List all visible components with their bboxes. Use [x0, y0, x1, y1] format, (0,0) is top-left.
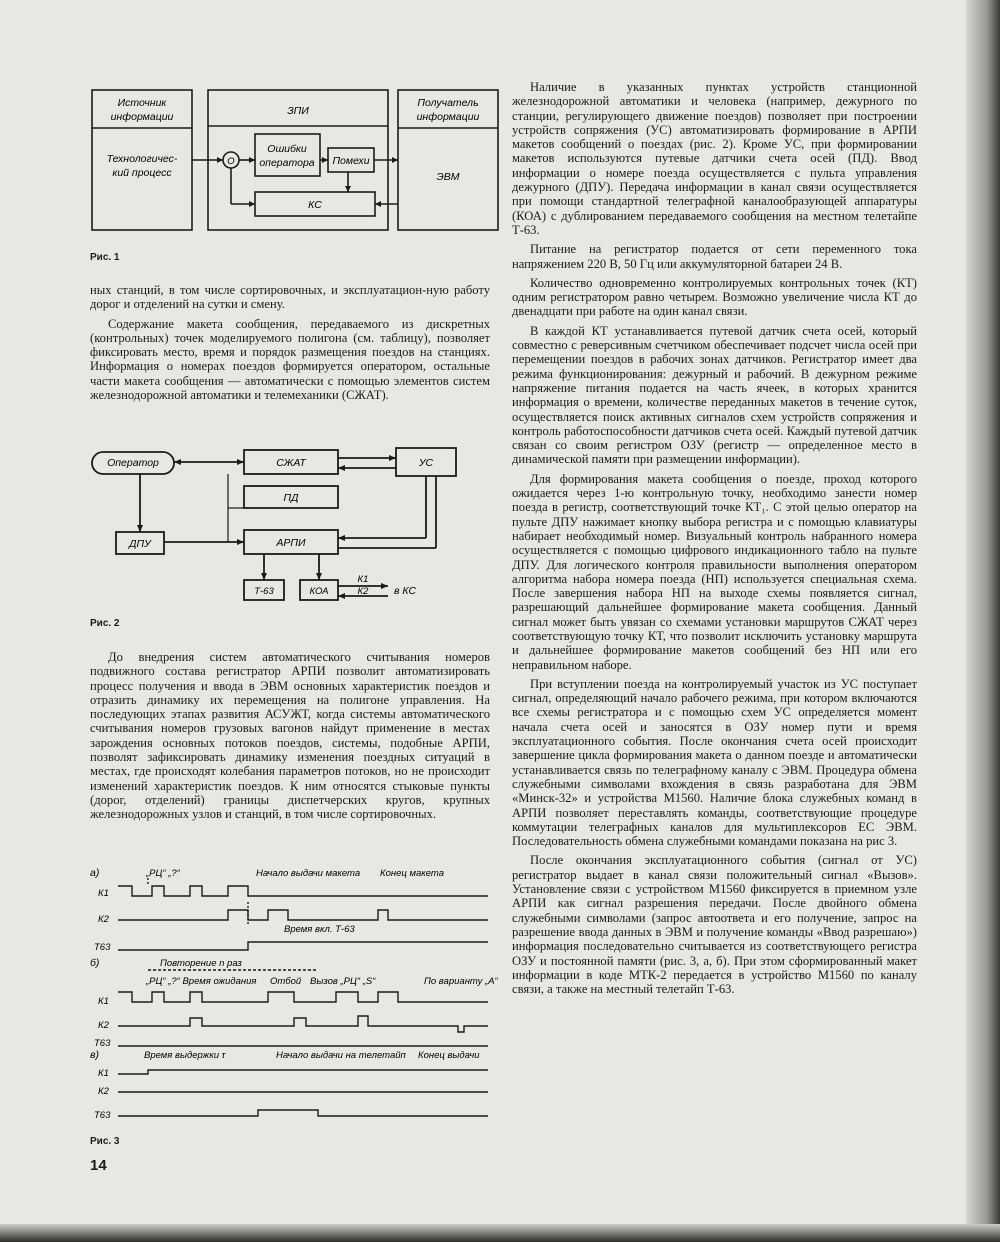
- fig3-b-label: б): [90, 957, 100, 969]
- fig1-evm-label: ЭВМ: [436, 171, 460, 183]
- fig2-dpu: ДПУ: [129, 538, 151, 550]
- left-column-top-text: [90, 283, 490, 407]
- paragraph: Количество одновременно контролируемых контрольных точек (КТ) одним регистратором равно четырем. Возможно увеличение числа КТ до двенадцати при работе на один канал связи.: [512, 275, 917, 319]
- fig3-b-top: „РЦ“ „?“ Время ожидания: [146, 976, 257, 987]
- fig3-b-k1: К1: [98, 996, 109, 1007]
- fig3-a-start: Начало выдачи макета: [256, 868, 361, 879]
- fig1-source-title-line2: информации: [110, 111, 174, 123]
- fig2-k2: К2: [357, 586, 369, 597]
- fig3-b-t63: Т63: [94, 1038, 111, 1049]
- fig3-b-call: Вызов „РЦ“ „S“: [310, 976, 376, 987]
- fig3-v-start: Начало выдачи на телетайп: [276, 1050, 406, 1061]
- fig2-t63: Т-63: [254, 586, 274, 597]
- fig2-operator: Оператор: [107, 457, 159, 469]
- fig2-pd: ПД: [283, 492, 299, 504]
- right-column-text: [512, 80, 917, 1001]
- paragraph: До внедрения систем автоматического считывания номеров подвижного состава регистратор АРПИ позволит автоматизировать процесс получения и ввода в ЭВМ основных характеристик поездов и отразить динамику их перемещения на полигоне управления. На последующих этапах развития АСУЖТ, когда системы автоматического считывания номеров грузовых вагонов найдут применение в местах зарождения основных потоков поездов, системы, подобные АРПИ, позволят зафиксировать динамику изменения поездных ситуаций в местах, где происходят колебания параметров потоков, но не происходит изменений характеристик поездов. К ним относятся стыковые пункты (дорог, отделений) границы диспетчерских кругов, крупных железнодорожных узлов и станций, в том числе сортировочных.: [90, 650, 490, 822]
- fig1-errors-line1: Ошибки: [267, 143, 307, 155]
- fig1-source-title-line1: Источник: [117, 97, 167, 109]
- fig3-a-t63: Т63: [94, 942, 111, 953]
- fig3-v-end: Конец выдачи: [418, 1050, 480, 1061]
- fig3-v-label: в): [90, 1049, 99, 1061]
- fig2-us: УС: [418, 457, 434, 469]
- fig1-receiver-line2: информации: [416, 111, 480, 123]
- figure-1-diagram: [88, 86, 500, 246]
- fig1-receiver-line1: Получатель: [417, 97, 479, 109]
- fig3-b-variant: По варианту „А“: [424, 976, 498, 987]
- page-binding-edge: [966, 0, 1000, 1242]
- fig1-node-o: О: [227, 156, 235, 167]
- fig3-b-refuse: Отбой: [270, 976, 302, 987]
- fig3-a-label: а): [90, 867, 100, 879]
- paragraph: ных станций, в том числе сортировочных, и эксплуатацион-ную работу дорог и отделений на сутки и смену.: [90, 283, 490, 312]
- fig2-k1: К1: [357, 574, 369, 585]
- fig3-a-wait: Время вкл. Т-63: [284, 924, 355, 935]
- fig2-arpi: АРПИ: [276, 537, 306, 549]
- fig1-errors-line2: оператора: [259, 157, 315, 169]
- fig1-noise-label: Помехи: [332, 155, 370, 167]
- fig3-v-k1: К1: [98, 1068, 109, 1079]
- paragraph: При вступлении поезда на контролируемый участок из УС поступает сигнал, определяющий начало рабочего режима, при котором включаются все схемы регистратора и с помощью схем УС определяется момент начала счета осей и заносятся в ОЗУ номер пути и время эксплуатационного события. После окончания счета осей происходит завершение цикла формирования макета о данном поезде и автоматически устанавливается связь по телеграфному каналу с ЭВМ. Процедура обмена служебными символами вхождения в связь разработана для ЭВМ «Минск-32» и устройства М1560. Наличие блока служебных команд в АРПИ позволяет переставлять команды, соответствующие процедуре коммутации телеграфных каналов для мультиплексоров ЕС ЭВМ. Последовательность обмена служебными командами показана на рис 3.: [512, 676, 917, 849]
- left-column-mid-text: [90, 650, 490, 827]
- paragraph: После окончания эксплуатационного события (сигнал от УС) регистратор выдает в канал связи положительный сигнал «Вызов». Установление связи с устройством М1560 фиксируется в приемном узле АРПИ как сигнал разрешения передачи. После двойного обмена служебными символами (запрос автоответа и его получение, запрос на разрешение ввода данных в ЭВМ и получение команды «Ввод разрешаю») информация последовательно считывается из соответствующего регистра ОЗУ и постоянной памяти (рис. 3, а, б). При этом сформированный макет информации в коде МТК-2 передается в устройство М1560 по каналу связи, а также на местный телетайп Т-63.: [512, 853, 917, 997]
- fig2-szhat: СЖАТ: [276, 457, 306, 469]
- figure-2-caption: Рис. 2: [90, 618, 120, 629]
- figure-2-diagram: [88, 444, 460, 604]
- fig1-source-body-line1: Технологичес-: [106, 153, 178, 165]
- fig3-b-repeat: Повторение n раз: [160, 958, 242, 969]
- fig1-source-body-line2: кий процесс: [112, 167, 172, 179]
- page-bottom-edge: [0, 1224, 1000, 1242]
- fig1-ks-label: КС: [308, 199, 322, 211]
- fig3-v-t63: Т63: [94, 1110, 111, 1121]
- fig3-a-end: Конец макета: [380, 868, 445, 879]
- paragraph: Для формирования макета сообщения о поезде, проход которого ожидается через 1-ю контрольную точку, необходимо занести номер поезда в регистр, соответствующий точке КТ₁. С этой целью оператор на пульте ДПУ нажимает кнопку выбора регистра и с помощью клавиатуры набирает необходимый номер. Визуальный контроль набранного номера осуществляется с помощью цифрового индикационного табло на пульте ДПУ. Для логического контроля правильности выполнения оператором алгоритма набора номера поезда (НП) используется специальная схема. После завершения набора НП на выходе схемы появляется сигнал, разрешающий дальнейшее формирование макета сообщения. Данный сигнал может быть увязан со схемами установки маршрутов СЖАТ через соответствующую точку КТ, что позволит исключить установку маршрута и дальнейшее формирование макетов сообщений без НП или его неправильном наборе.: [512, 471, 917, 672]
- figure-1-caption: Рис. 1: [90, 252, 120, 263]
- fig3-v-k2: К2: [98, 1086, 109, 1097]
- paragraph: Наличие в указанных пунктах устройств станционной железнодорожной автоматики и человека (например, дежурного по станции, регулирующего движение поездов) позволяет при построении устройств сопряжения (УС) автоматизировать формирование в АРПИ макетов сообщений о поездах (рис. 2). Кроме УС, при формировании макетов используются путевые датчики счета осей (ПД). Ввод информации о номере поезда осуществляется с пульта управления дежурного (ДПУ). Передача информации в канал связи осуществляется при помощи стандартной телеграфной каналообразующей аппаратуры (КОА) с дублированием передаваемого сообщения на местном телетайпе Т-63.: [512, 80, 917, 237]
- paragraph: Питание на регистратор подается от сети переменного тока напряжением 220 В, 50 Гц или аккумуляторной батареи 24 В.: [512, 242, 917, 271]
- fig3-b-k2: К2: [98, 1020, 109, 1031]
- paragraph: В каждой КТ устанавливается путевой датчик счета осей, который совместно с реверсивным счетчиком обеспечивает подсчет числа осей при перемещении поездов в рабочих зонах датчиков. Регистратор имеет два режима функционирования: дежурный и рабочий. В дежурном режиме напряжение питания подается на часть ячеек, в которых хранится информация о времени, количестве переданных макетов в течение суток, осуществляется поиск активных сигналов схем устройств сопряжения и контроль работоспособности датчиков счета осей. Каждый путевой датчик связан со своим регистром ОЗУ (регистр — определенное место в динамической памяти при размещении информации).: [512, 323, 917, 467]
- fig3-a-top: „РЦ“ „?“: [146, 868, 180, 879]
- fig3-a-k1: К1: [98, 888, 109, 899]
- fig3-v-hold: Время выдержки τ: [144, 1050, 226, 1061]
- fig1-zpi-label: ЗПИ: [287, 105, 309, 117]
- fig3-a-k2: К2: [98, 914, 109, 925]
- figure-3-timing-diagram: [88, 862, 500, 1132]
- page-number: 14: [90, 1157, 107, 1174]
- paragraph: Содержание макета сообщения, передаваемого из дискретных (контрольных) точек моделируемого полигона (см. таблицу), позволяет фиксировать место, время и порядок размещения поездов на станциях. Информация о номерах поездов формируется оператором, остальные части макета сообщения — автоматически с помощью элементов систем железнодорожной автоматики и телемеханики (СЖАТ).: [90, 316, 490, 403]
- figure-3-caption: Рис. 3: [90, 1136, 120, 1147]
- fig2-to-ks: в КС: [394, 585, 417, 597]
- fig2-koa: КОА: [309, 586, 329, 597]
